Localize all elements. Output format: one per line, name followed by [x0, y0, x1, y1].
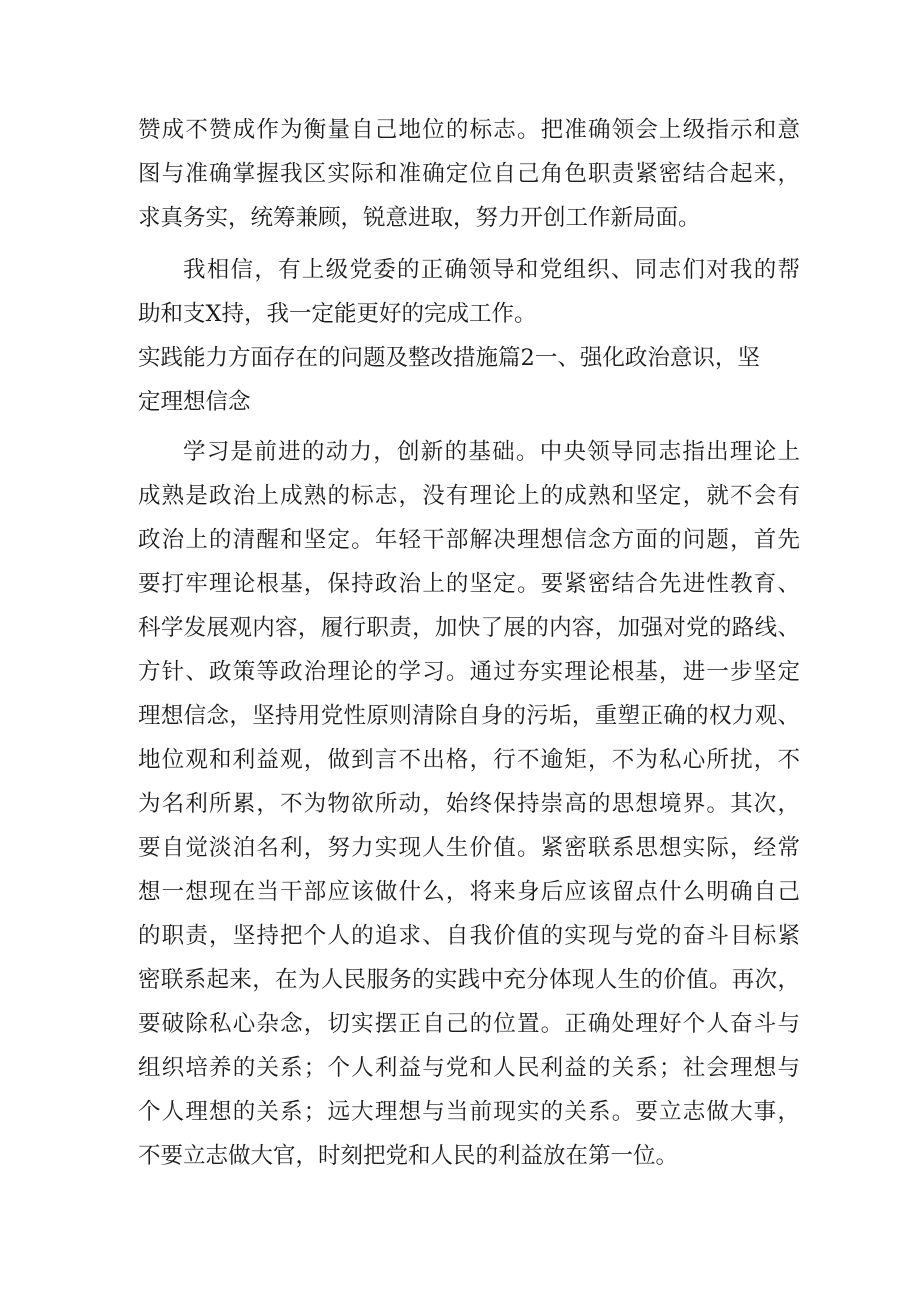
text-line: 理想信念，坚持用党性原则清除自身的污垢，重塑正确的权力观、: [138, 703, 800, 729]
paragraph-continuation: [138, 108, 800, 240]
text-line: 不要立志做大官，时刻把党和人民的利益放在第一位。: [138, 1143, 679, 1169]
text-line: 政治上的清醒和坚定。年轻干部解决理想信念方面的问题，首先: [138, 527, 800, 553]
heading-line: 定理想信念: [138, 389, 251, 415]
text-line: 成熟是政治上成熟的标志，没有理论上的成熟和坚定，就不会有: [138, 483, 800, 509]
paragraph-body: [138, 430, 800, 1178]
text-line: 图与准确掌握我区实际和准确定位自己角色职责紧密结合起来，: [138, 161, 800, 187]
heading-line: 实践能力方面存在的问题及整改措施篇2一、强化政治意识，坚: [138, 345, 760, 371]
text-line: 想一想现在当干部应该做什么，将来身后应该留点什么明确自己: [138, 879, 800, 905]
text-line: 助和支X持，我一定能更好的完成工作。: [138, 301, 537, 327]
text-line: 赞成不赞成作为衡量自己地位的标志。把准确领会上级指示和意: [138, 117, 800, 143]
text-line: 方针、政策等政治理论的学习。通过夯实理论根基，进一步坚定: [138, 659, 800, 685]
text-line: 科学发展观内容，履行职责，加快了展的内容，加强对党的路线、: [138, 615, 800, 641]
text-line: 要自觉淡泊名利，努力实现人生价值。紧密联系思想实际，经常: [138, 835, 800, 861]
document-body: [138, 108, 800, 1178]
text-line: 组织培养的关系；个人利益与党和人民利益的关系；社会理想与: [138, 1055, 800, 1081]
text-line: 密联系起来，在为人民服务的实践中充分体现人生的价值。再次，: [138, 967, 800, 993]
text-line: 的职责，坚持把个人的追求、自我价值的实现与党的奋斗目标紧: [138, 923, 800, 949]
text-line: 要打牢理论根基，保持政治上的坚定。要紧密结合先进性教育、: [138, 571, 800, 597]
text-line: 要破除私心杂念，切实摆正自己的位置。正确处理好个人奋斗与: [138, 1011, 800, 1037]
text-line: 我相信，有上级党委的正确领导和党组织、同志们对我的帮: [183, 257, 800, 283]
text-line: 个人理想的关系；远大理想与当前现实的关系。要立志做大事，: [138, 1099, 800, 1125]
text-line: 求真务实，统筹兼顾，锐意进取，努力开创工作新局面。: [138, 205, 701, 231]
paragraph-closing: [138, 248, 800, 336]
text-line: 为名利所累，不为物欲所动，始终保持崇高的思想境界。其次，: [138, 791, 800, 817]
section-heading: [138, 336, 800, 424]
text-line: 学习是前进的动力，创新的基础。中央领导同志指出理论上: [183, 439, 800, 465]
text-line: 地位观和利益观，做到言不出格，行不逾矩，不为私心所扰，不: [138, 747, 800, 773]
